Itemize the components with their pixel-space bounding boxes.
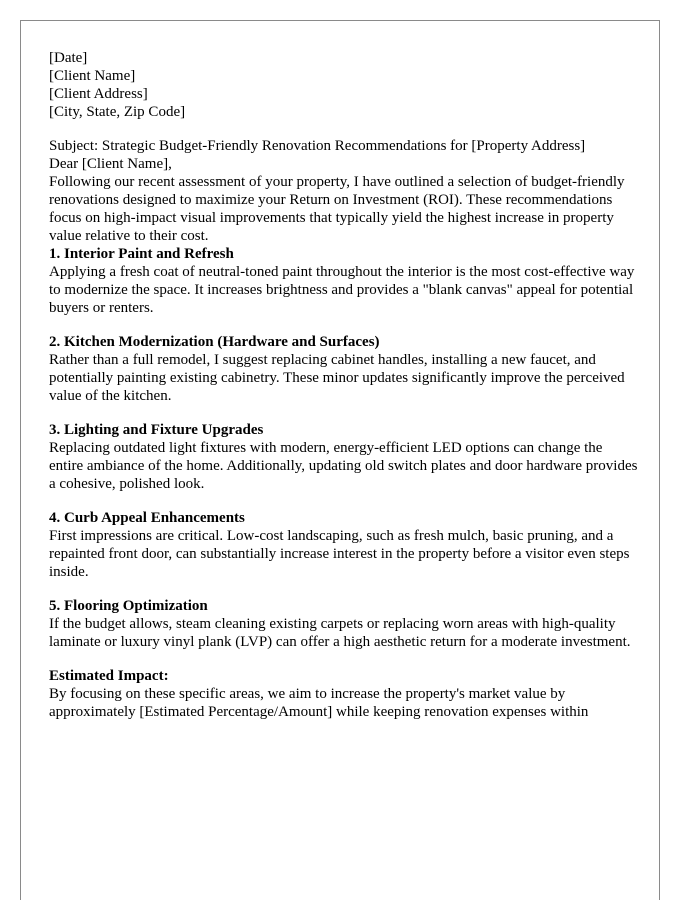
section-kitchen-modernization — [49, 333, 639, 405]
section-body: Applying a fresh coat of neutral-toned paint throughout the interior is the most cost-effective way to modernize the space. It increases brightness and provides a "blank canvas" appeal for potential buyers or renters. — [49, 264, 635, 316]
letter-salutation: Dear [Client Name], — [49, 156, 172, 172]
letter-body — [49, 49, 639, 737]
section-heading: 3. Lighting and Fixture Upgrades — [49, 422, 264, 438]
section-heading: 5. Flooring Optimization — [49, 598, 208, 614]
section-flooring — [49, 597, 639, 651]
section-body: Replacing outdated light fixtures with modern, energy-efficient LED options can change the entire ambiance of the home. Additionally, updating old switch plates and door hardware provides a cohesive, polished look. — [49, 440, 638, 492]
recipient-block — [49, 67, 639, 121]
impact-heading: Estimated Impact: — [49, 668, 169, 684]
section-body: If the budget allows, steam cleaning existing carpets or replacing worn areas with high-quality laminate or luxury vinyl plank (LVP) can offer a high aesthetic return for a moderate investment. — [49, 616, 631, 650]
recipient-city-state-zip: [City, State, Zip Code] — [49, 104, 186, 120]
section-heading: 4. Curb Appeal Enhancements — [49, 510, 245, 526]
letter-date: [Date] — [49, 50, 88, 66]
recipient-name: [Client Name] — [49, 68, 136, 84]
section-body: Rather than a full remodel, I suggest replacing cabinet handles, installing a new faucet, and potentially painting existing cabinetry. These minor updates significantly improve the perceived value of the kitchen. — [49, 352, 625, 404]
estimated-impact — [49, 667, 639, 721]
section-interior-paint — [49, 245, 639, 317]
impact-body: By focusing on these specific areas, we aim to increase the property's market value by approximately [Estimated Percentage/Amount] while keeping renovation expenses within — [49, 686, 589, 720]
letter-subject: Subject: Strategic Budget-Friendly Renovation Recommendations for [Property Address] — [49, 138, 586, 154]
section-heading: 1. Interior Paint and Refresh — [49, 246, 234, 262]
section-body: First impressions are critical. Low-cost landscaping, such as fresh mulch, basic pruning, and a repainted front door, can substantially increase interest in the property before a visitor even steps inside. — [49, 528, 630, 580]
section-lighting-fixtures — [49, 421, 639, 493]
section-curb-appeal — [49, 509, 639, 581]
letter-intro: Following our recent assessment of your property, I have outlined a selection of budget-friendly renovations designed to maximize your Return on Investment (ROI). These recommendations focus on high-impact visual improvements that typically yield the highest increase in property value relative to their cost. — [49, 174, 625, 244]
section-heading: 2. Kitchen Modernization (Hardware and Surfaces) — [49, 334, 380, 350]
letter-page — [20, 20, 660, 900]
recipient-address: [Client Address] — [49, 86, 148, 102]
